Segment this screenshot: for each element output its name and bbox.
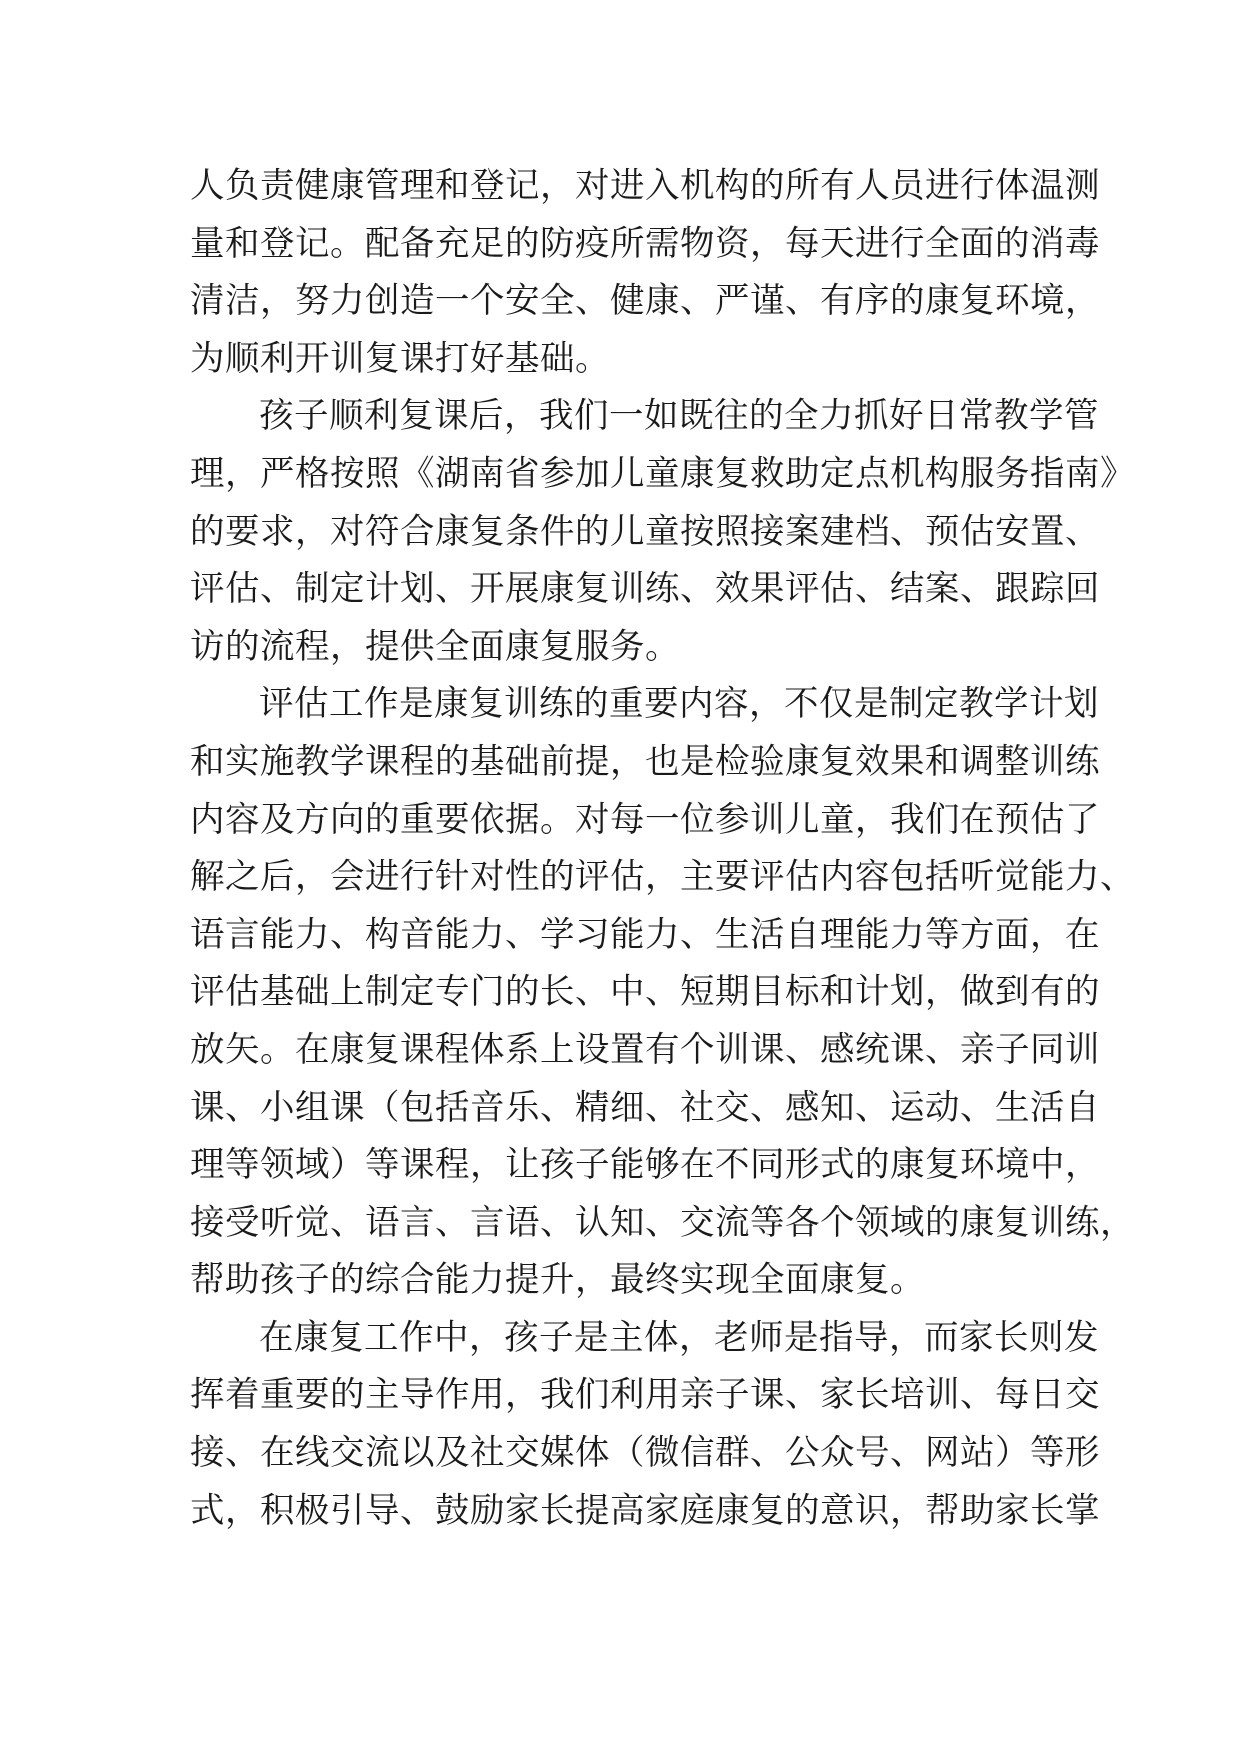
text-line: 的要求，对符合康复条件的儿童按照接案建档、预估安置、	[190, 511, 1100, 552]
text-line: 语言能力、构音能力、学习能力、生活自理能力等方面，在	[190, 914, 1100, 955]
text-line: 理等领域）等课程，让孩子能够在不同形式的康复环境中，	[190, 1145, 1100, 1186]
text-line: 清洁，努力创造一个安全、健康、严谨、有序的康复环境，	[190, 281, 1100, 322]
paragraph-3	[190, 676, 1135, 1310]
text-line: 内容及方向的重要依据。对每一位参训儿童，我们在预估了	[190, 799, 1100, 840]
text-line: 在康复工作中，孩子是主体，老师是指导，而家长则发	[259, 1317, 1099, 1358]
text-line: 式，积极引导、鼓励家长提高家庭康复的意识，帮助家长掌	[190, 1490, 1100, 1531]
text-line: 评估基础上制定专门的长、中、短期目标和计划，做到有的	[190, 972, 1100, 1013]
paragraph-2	[190, 388, 1135, 676]
text-line: 课、小组课（包括音乐、精细、社交、感知、运动、生活自	[190, 1087, 1100, 1128]
text-line: 人负责健康管理和登记，对进入机构的所有人员进行体温测	[190, 166, 1100, 206]
body-text	[190, 158, 1135, 1540]
text-line: 解之后，会进行针对性的评估，主要评估内容包括听觉能力、	[190, 857, 1135, 898]
paragraph-1	[190, 158, 1100, 388]
text-line: 接受听觉、语言、言语、认知、交流等各个领域的康复训练，	[190, 1202, 1135, 1243]
text-line: 和实施教学课程的基础前提，也是检验康复效果和调整训练	[190, 741, 1100, 782]
text-line: 评估、制定计划、开展康复训练、效果评估、结案、跟踪回	[190, 569, 1100, 610]
text-line: 为顺利开训复课打好基础。	[190, 338, 610, 379]
text-line: 评估工作是康复训练的重要内容，不仅是制定教学计划	[259, 684, 1099, 725]
text-line: 挥着重要的主导作用，我们利用亲子课、家长培训、每日交	[190, 1375, 1100, 1416]
paragraph-4	[190, 1310, 1100, 1540]
text-line: 接、在线交流以及社交媒体（微信群、公众号、网站）等形	[190, 1433, 1100, 1474]
text-line: 孩子顺利复课后，我们一如既往的全力抓好日常教学管	[259, 396, 1099, 437]
text-line: 量和登记。配备充足的防疫所需物资，每天进行全面的消毒	[190, 223, 1100, 264]
text-line: 帮助孩子的综合能力提升，最终实现全面康复。	[190, 1260, 925, 1301]
text-line: 理，严格按照《湖南省参加儿童康复救助定点机构服务指南》	[190, 453, 1135, 494]
text-line: 放矢。在康复课程体系上设置有个训课、感统课、亲子同训	[190, 1029, 1100, 1070]
text-line: 访的流程，提供全面康复服务。	[190, 626, 680, 667]
